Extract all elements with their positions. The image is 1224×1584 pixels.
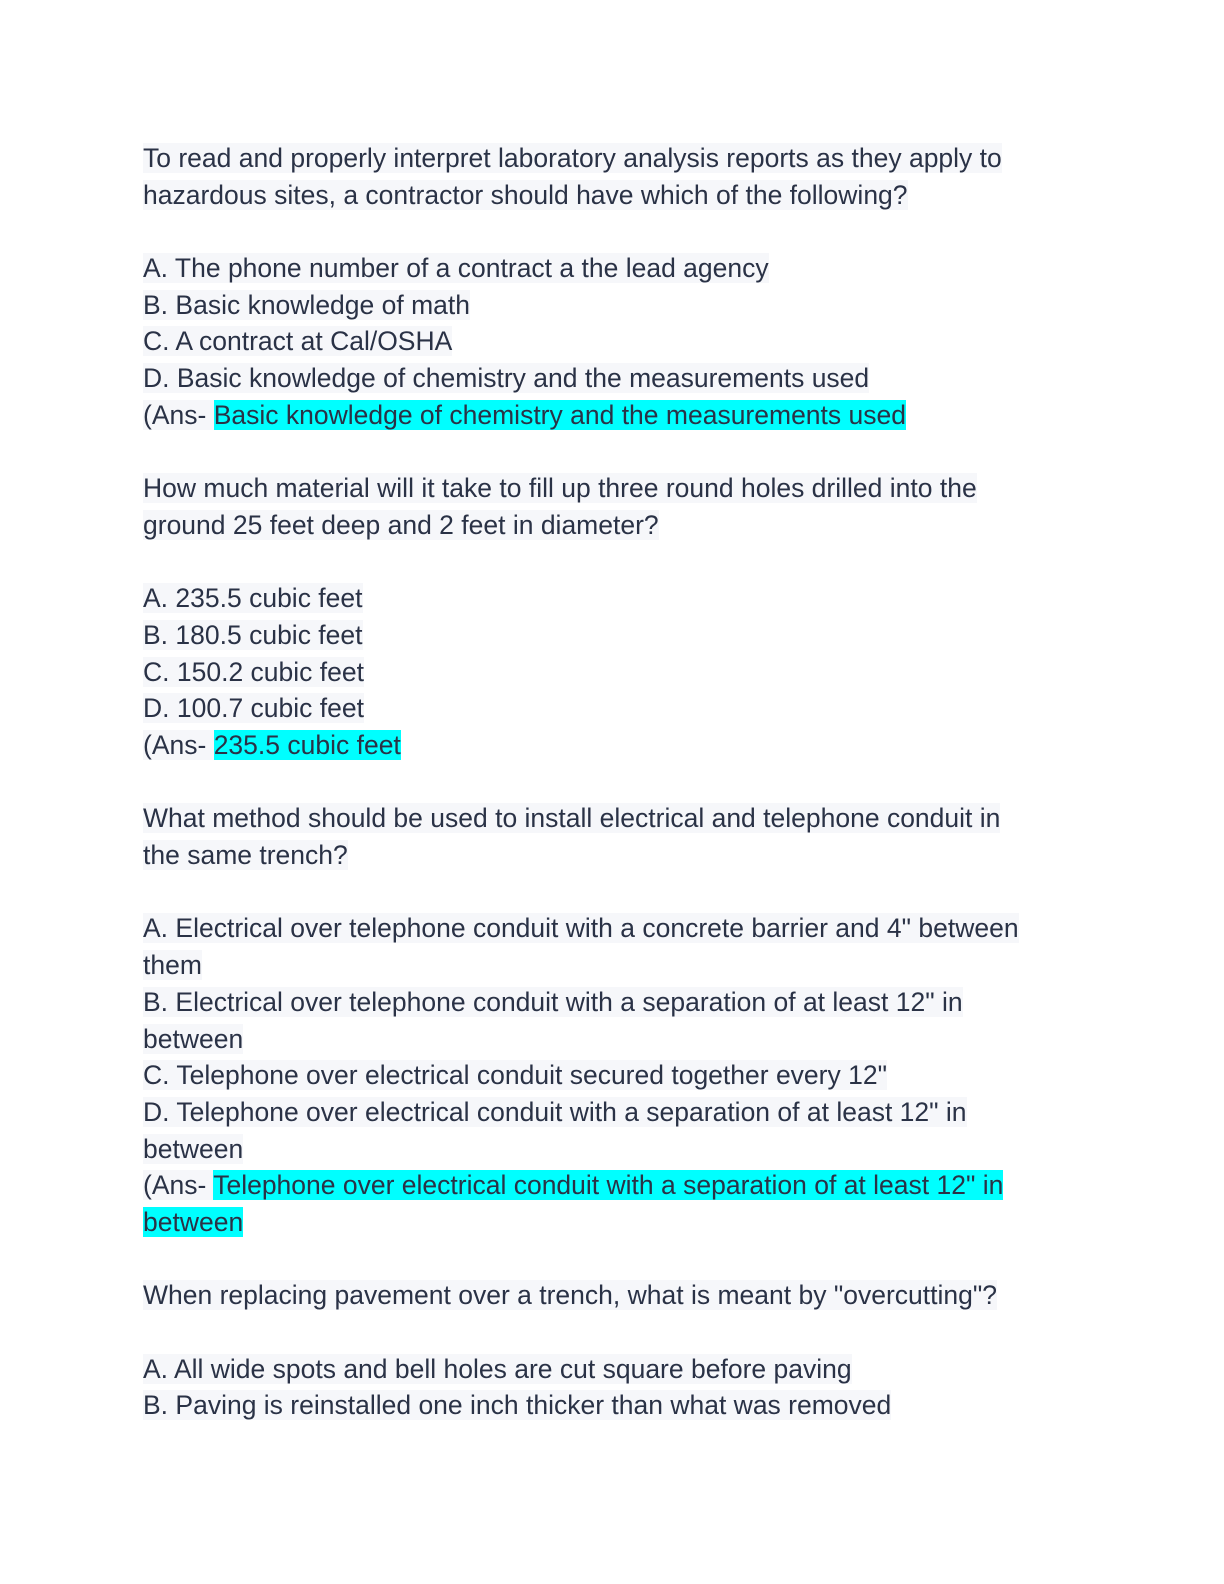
option-d: D. 100.7 cubic feet [143, 693, 364, 724]
question-text-line: What method should be used to install electrical and telephone conduit in [143, 803, 1001, 834]
option-b: B. Paving is reinstalled one inch thicker than what was removed [143, 1390, 892, 1421]
question-block [143, 470, 1083, 800]
answer-line [143, 397, 1083, 434]
option-b: B. Electrical over telephone conduit with a separation of at least 12" in [143, 986, 963, 1017]
option-b-continued: between [143, 1023, 244, 1054]
option-c: C. A contract at Cal/OSHA [143, 326, 453, 357]
option-b: B. 180.5 cubic feet [143, 619, 363, 650]
question-block [143, 1277, 1083, 1424]
option-a: A. 235.5 cubic feet [143, 583, 363, 614]
answer-highlight: Telephone over electrical conduit with a separation of at least 12" in [213, 1170, 1004, 1201]
option-b: B. Basic knowledge of math [143, 289, 471, 320]
option-c: C. 150.2 cubic feet [143, 656, 364, 687]
option-a: A. All wide spots and bell holes are cut square before paving [143, 1353, 852, 1384]
option-a-continued: them [143, 950, 202, 981]
answer-line-continued [143, 1204, 1083, 1241]
document-page [143, 140, 1083, 1424]
question-block [143, 800, 1083, 1277]
question-text-line: To read and properly interpret laboratory analysis reports as they apply to [143, 143, 1002, 173]
answer-line [143, 1167, 1083, 1204]
answer-highlight: between [143, 1206, 244, 1237]
answer-prefix: (Ans- [143, 730, 214, 760]
option-d: D. Basic knowledge of chemistry and the measurements used [143, 363, 870, 394]
answer-highlight: 235.5 cubic feet [213, 730, 401, 760]
option-c: C. Telephone over electrical conduit secured together every 12" [143, 1060, 887, 1091]
question-text-line: hazardous sites, a contractor should have which of the following? [143, 179, 908, 210]
answer-prefix: (Ans- [143, 1170, 214, 1201]
option-a: A. Electrical over telephone conduit with a concrete barrier and 4" between [143, 913, 1019, 944]
answer-highlight: Basic knowledge of chemistry and the measurements used [213, 399, 906, 430]
question-block [143, 140, 1083, 470]
answer-line [143, 727, 1083, 764]
question-text-line: When replacing pavement over a trench, what is meant by "overcutting"? [143, 1280, 998, 1311]
question-text-line: ground 25 feet deep and 2 feet in diameter? [143, 509, 659, 540]
option-a: A. The phone number of a contract a the lead agency [143, 253, 769, 284]
question-text-line: the same trench? [143, 840, 348, 871]
question-text-line: How much material will it take to fill up three round holes drilled into the [143, 473, 977, 504]
option-d: D. Telephone over electrical conduit with a separation of at least 12" in [143, 1096, 967, 1127]
answer-prefix: (Ans- [143, 399, 214, 430]
option-d-continued: between [143, 1133, 244, 1164]
